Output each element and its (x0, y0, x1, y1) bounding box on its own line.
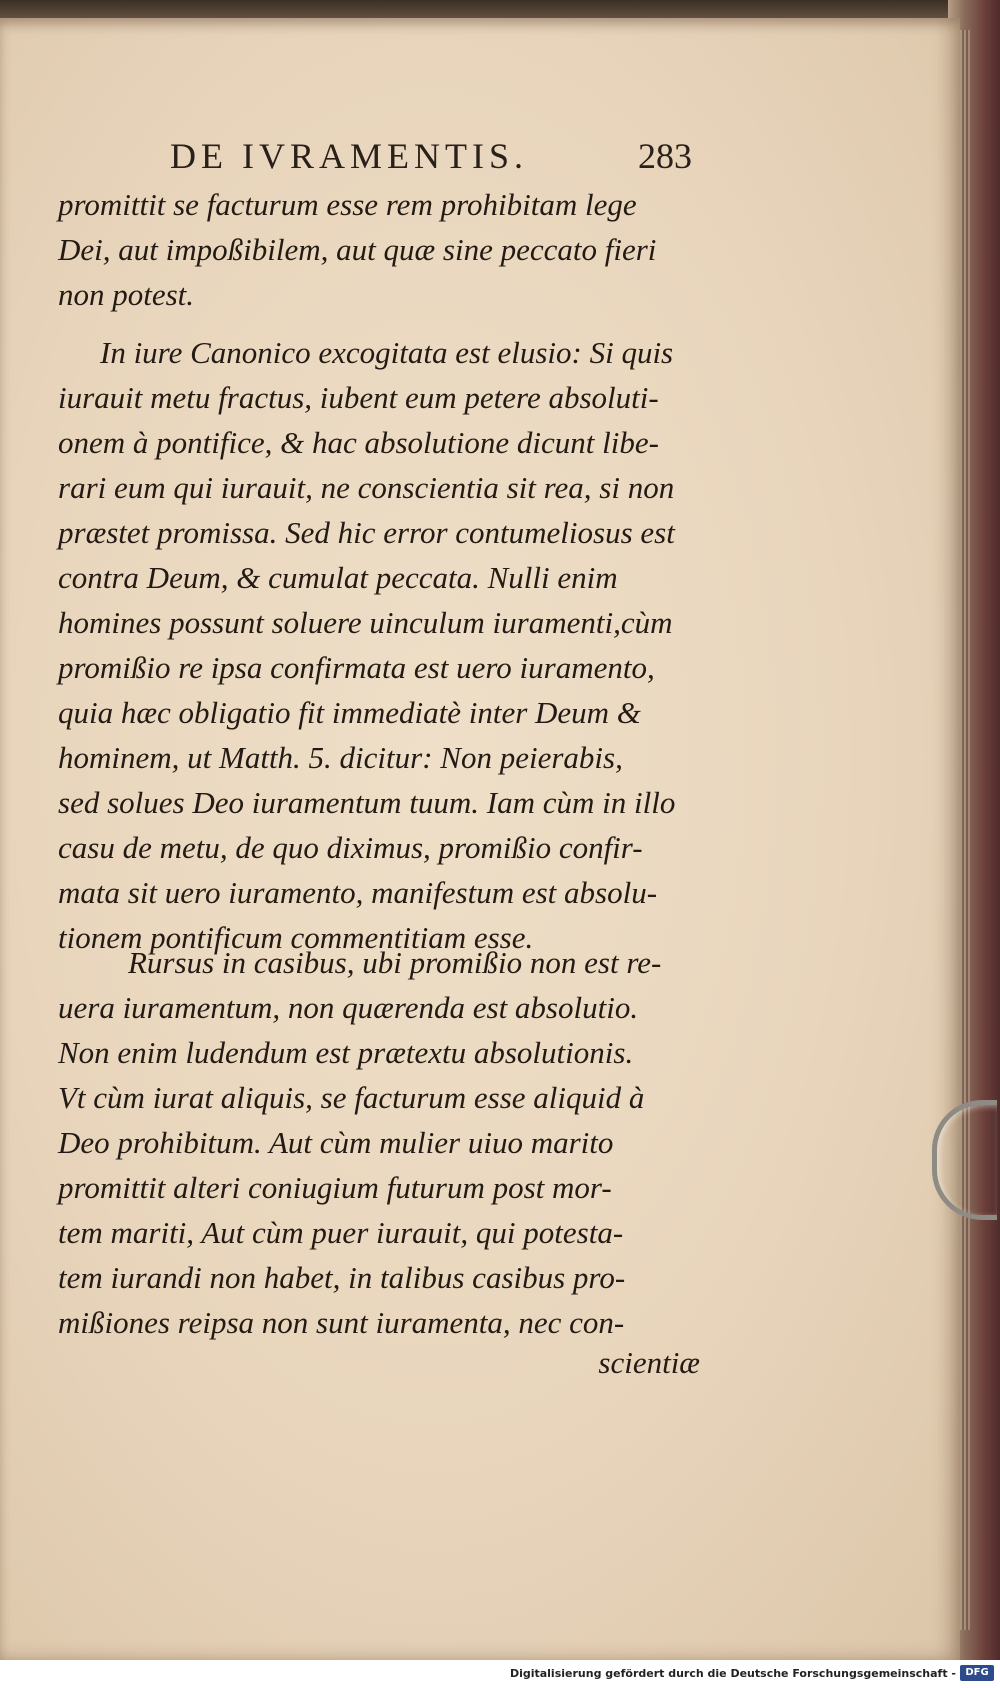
text-line: onem à pontifice, & hac absolutione dicunt libe- (58, 425, 659, 460)
text-line: Non enim ludendum est prætextu absolutionis. (58, 1035, 634, 1070)
page-number: 283 (638, 136, 692, 176)
text-line: Deo prohibitum. Aut cùm mulier uiuo marito (58, 1125, 614, 1160)
text-line: casu de metu, de quo diximus, promißio confir- (58, 830, 643, 865)
text-line: homines possunt soluere uinculum iuramenti,cùm (58, 605, 673, 640)
text-line: promißio re ipsa confirmata est uero iuramento, (58, 650, 655, 685)
text-line: Dei, aut impoßibilem, aut quæ sine peccato fieri (58, 232, 657, 267)
funding-notice: Digitalisierung gefördert durch die Deutsche Forschungsgemeinschaft - (509, 1667, 956, 1680)
text-line: rari eum qui iurauit, ne conscientia sit rea, si non (58, 470, 675, 505)
text-line: mata sit uero iuramento, manifestum est absolu- (58, 875, 658, 910)
text-line: sed solues Deo iuramentum tuum. Iam cùm in illo (58, 785, 676, 820)
text-line: iurauit metu fractus, iubent eum petere absoluti- (58, 380, 659, 415)
paragraph-3 (58, 940, 698, 1345)
text-line: promittit alteri coniugium futurum post mor- (58, 1170, 612, 1205)
text-line: non potest. (58, 277, 195, 312)
paragraph-2 (58, 330, 698, 960)
text-line: In iure Canonico excogitata est elusio: Si quis (100, 335, 674, 370)
text-line: uera iuramentum, non quærenda est absolutio. (58, 990, 639, 1025)
text-line: Vt cùm iurat aliquis, se facturum esse aliquid à (58, 1080, 645, 1115)
text-line: tem mariti, Aut cùm puer iurauit, qui potesta- (58, 1215, 624, 1250)
dfg-logo: DFG (960, 1665, 994, 1681)
text-line: Rursus in casibus, ubi promißio non est re- (128, 945, 662, 980)
text-line: contra Deum, & cumulat peccata. Nulli enim (58, 560, 618, 595)
text-line: mißiones reipsa non sunt iuramenta, nec con- (58, 1305, 625, 1340)
text-line: promittit se facturum esse rem prohibitam lege (58, 187, 637, 222)
text-line: præstet promissa. Sed hic error contumeliosus est (58, 515, 675, 550)
text-line: quia hæc obligatio fit immediatè inter Deum & (58, 695, 641, 730)
footer (0, 1660, 1000, 1688)
text-line: tionem pontificum commentitiam esse. (58, 920, 534, 955)
paragraph-1 (58, 182, 698, 317)
text-line: hominem, ut Matth. 5. dicitur: Non peierabis, (58, 740, 623, 775)
running-head: DE IVRAMENTIS. (170, 136, 528, 176)
catchword: scientiæ (598, 1345, 700, 1380)
text-line: tem iurandi non habet, in talibus casibus pro- (58, 1260, 626, 1295)
